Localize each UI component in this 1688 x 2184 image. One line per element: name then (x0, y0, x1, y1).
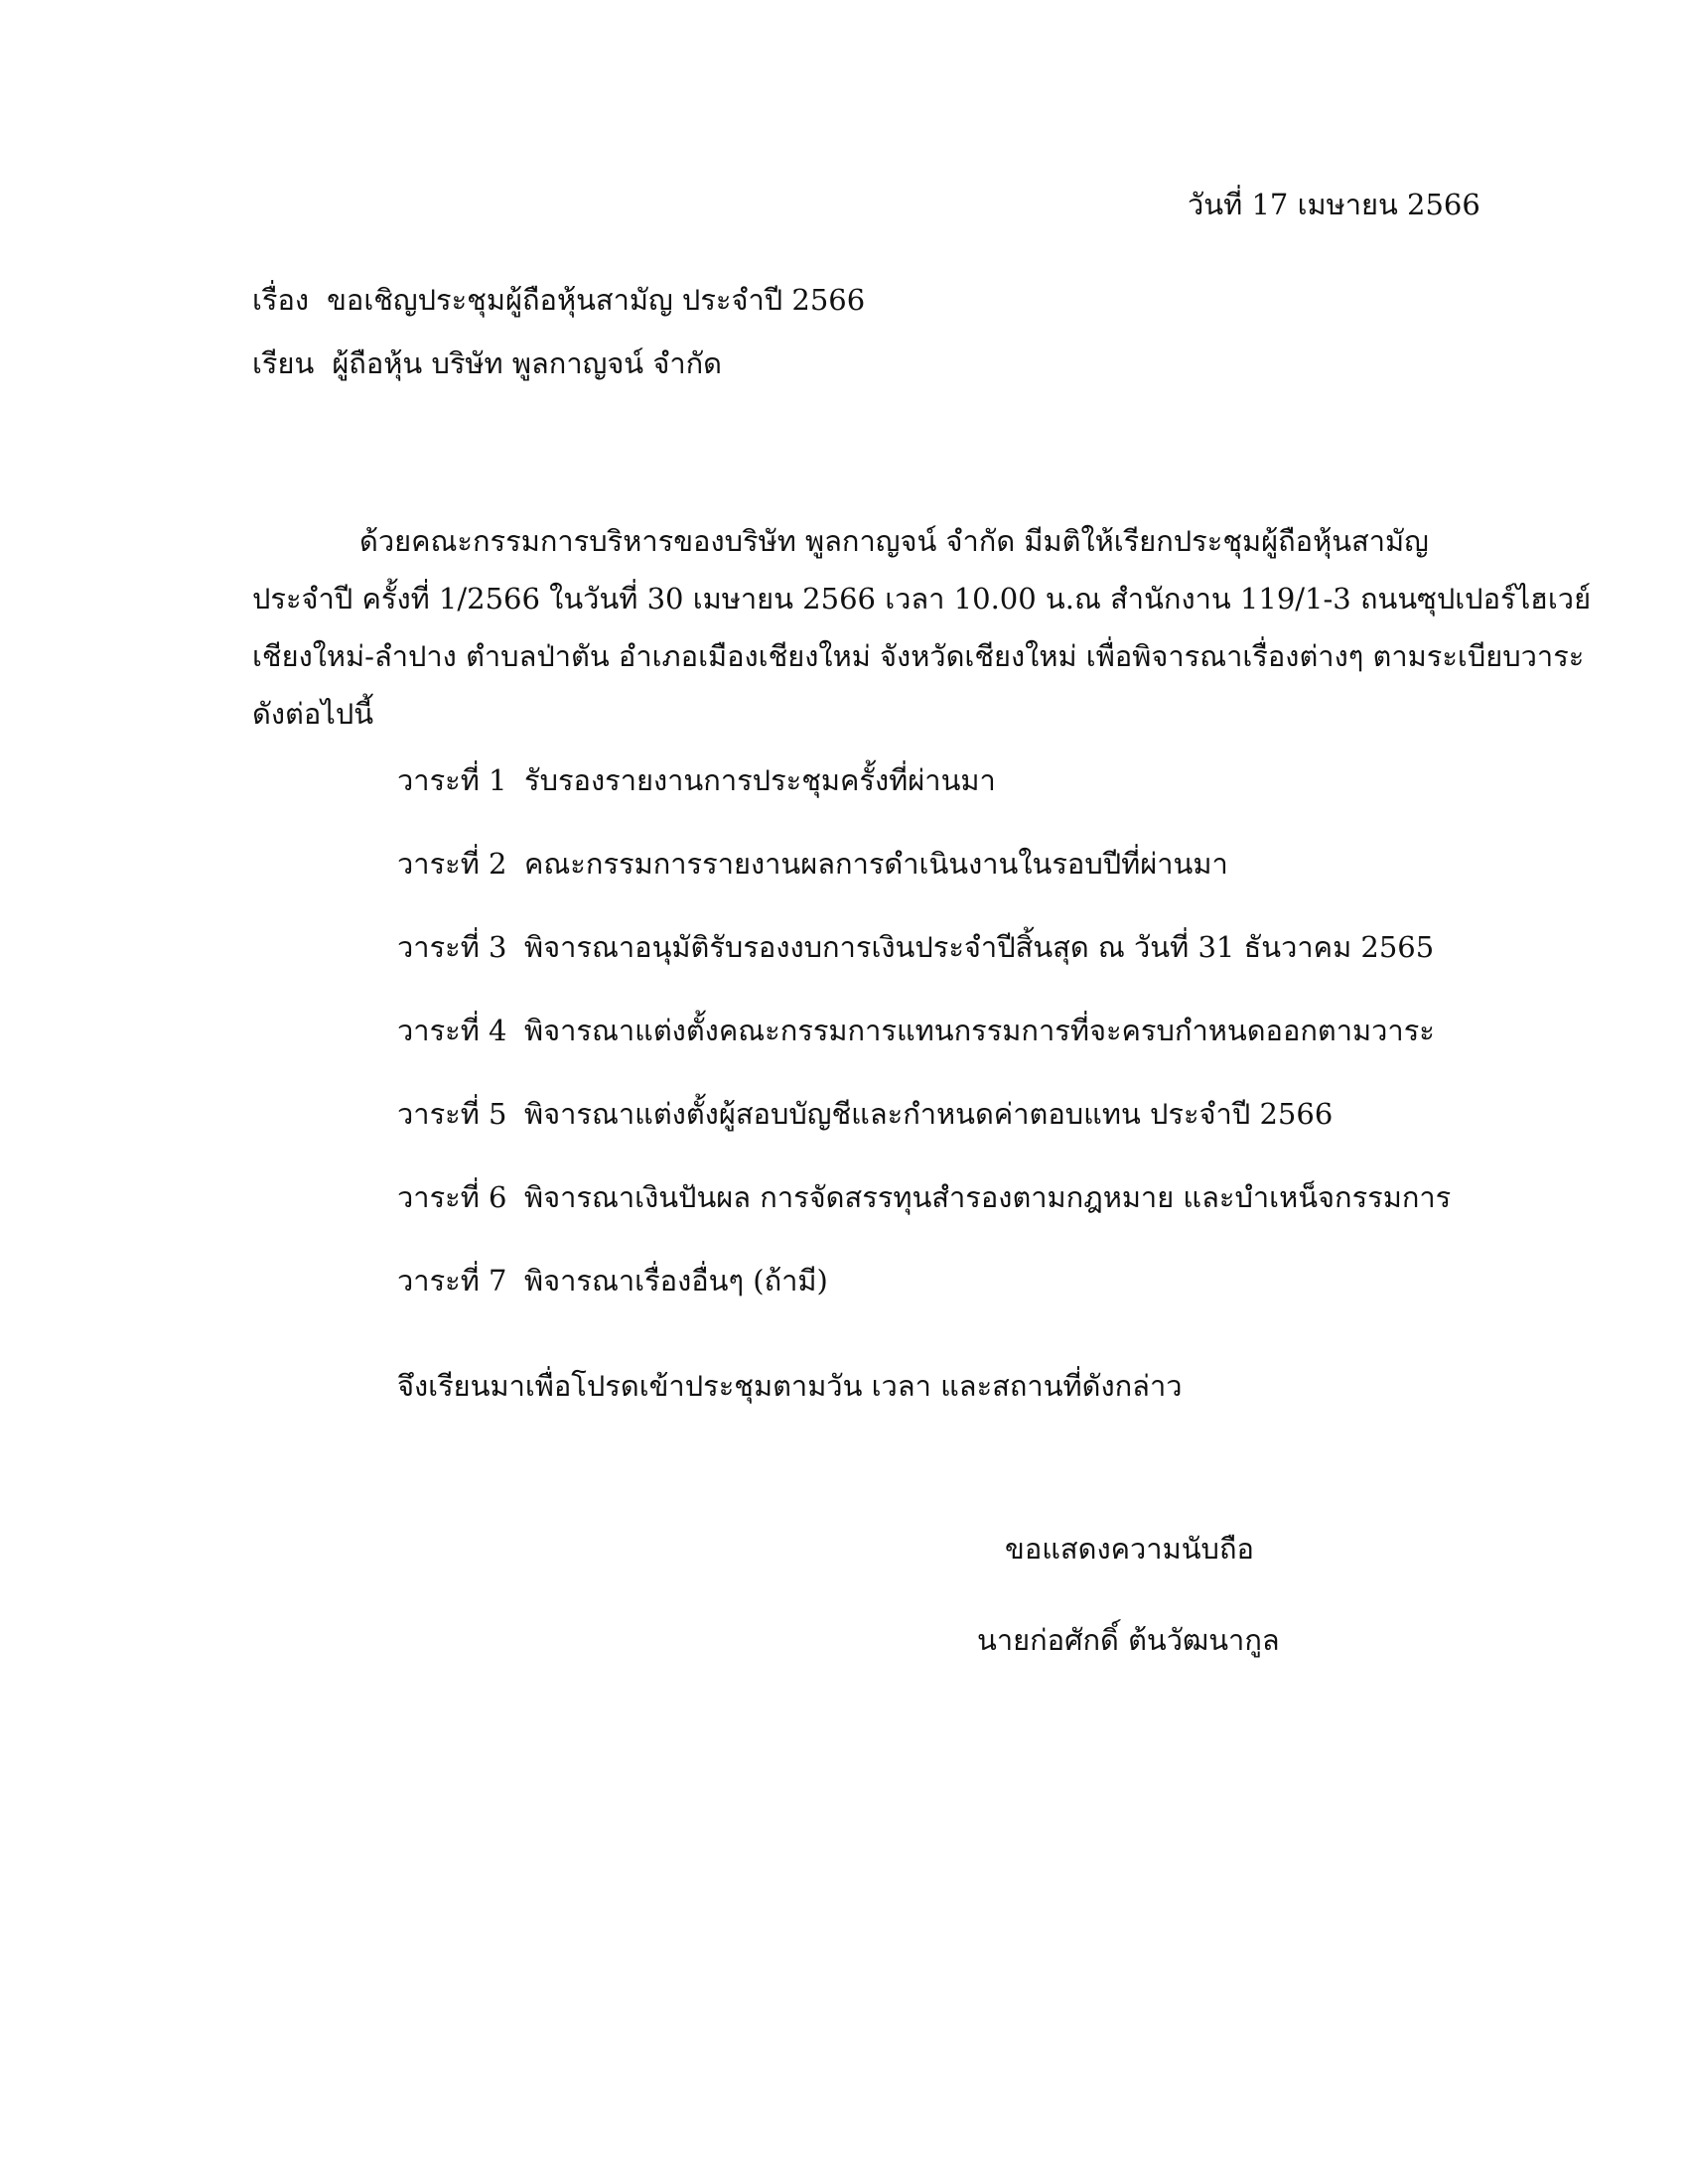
body-line: ดังต่อไปนี้ (252, 697, 374, 731)
regards-line: ขอแสดงความนับถือ (1005, 1532, 1254, 1566)
recipient-line (252, 343, 722, 383)
agenda-text: พิจารณาเรื่องอื่นๆ (ถ้ามี) (524, 1264, 828, 1297)
agenda-text: พิจารณาเงินปันผล การจัดสรรทุนสำรองตามกฎหมาย และบำเหน็จกรรมการ (524, 1180, 1452, 1214)
subject-text: ขอเชิญประชุมผู้ถือหุ้นสามัญ ประจำปี 2566 (327, 283, 866, 317)
agenda-item (397, 844, 1228, 884)
agenda-text: พิจารณาแต่งตั้งคณะกรรมการแทนกรรมการที่จะครบกำหนดออกตามวาระ (524, 1014, 1435, 1047)
agenda-number: วาระที่ 5 (397, 1097, 507, 1131)
agenda-number: วาระที่ 6 (397, 1180, 507, 1214)
closing-line: จึงเรียนมาเพื่อโปรดเข้าประชุมตามวัน เวลา และสถานที่ดังกล่าว (397, 1369, 1183, 1403)
agenda-item (397, 1011, 1435, 1050)
agenda-text: พิจารณาแต่งตั้งผู้สอบบัญชีและกำหนดค่าตอบแทน ประจำปี 2566 (524, 1097, 1334, 1131)
agenda-number: วาระที่ 3 (397, 930, 507, 964)
subject-label: เรื่อง (252, 283, 310, 317)
signer-name: นายก่อศักดิ์ ต้นวัฒนากูล (977, 1623, 1280, 1657)
agenda-item (397, 1261, 828, 1300)
agenda-number: วาระที่ 2 (397, 847, 507, 881)
agenda-number: วาระที่ 4 (397, 1014, 507, 1047)
agenda-item (397, 760, 996, 800)
agenda-item (397, 927, 1434, 967)
recipient-label: เรียน (252, 346, 315, 380)
subject-line (252, 280, 865, 320)
body-line: ประจำปี ครั้งที่ 1/2566 ในวันที่ 30 เมษายน 2566 เวลา 10.00 น.ณ สำนักงาน 119/1-3 ถนนซุปเปอร์ไฮเวย์ (252, 582, 1592, 615)
agenda-text: คณะกรรมการรายงานผลการดำเนินงานในรอบปีที่ผ่านมา (524, 847, 1228, 881)
agenda-number: วาระที่ 1 (397, 763, 507, 797)
agenda-item (397, 1177, 1451, 1217)
letter-date: วันที่ 17 เมษายน 2566 (1188, 188, 1480, 221)
agenda-number: วาระที่ 7 (397, 1264, 507, 1297)
agenda-text: รับรองรายงานการประชุมครั้งที่ผ่านมา (524, 763, 996, 797)
body-line: ด้วยคณะกรรมการบริหารของบริษัท พูลกาญจน์ จำกัด มีมติให้เรียกประชุมผู้ถือหุ้นสามัญ (359, 524, 1429, 558)
agenda-item (397, 1094, 1333, 1134)
body-line: เชียงใหม่-ลำปาง ตำบลป่าตัน อำเภอเมืองเชียงใหม่ จังหวัดเชียงใหม่ เพื่อพิจารณาเรื่องต่างๆ ตามระเบียบวาระ (252, 639, 1585, 673)
agenda-text: พิจารณาอนุมัติรับรองงบการเงินประจำปีสิ้นสุด ณ วันที่ 31 ธันวาคม 2565 (524, 930, 1435, 964)
recipient-text: ผู้ถือหุ้น บริษัท พูลกาญจน์ จำกัด (332, 346, 723, 380)
